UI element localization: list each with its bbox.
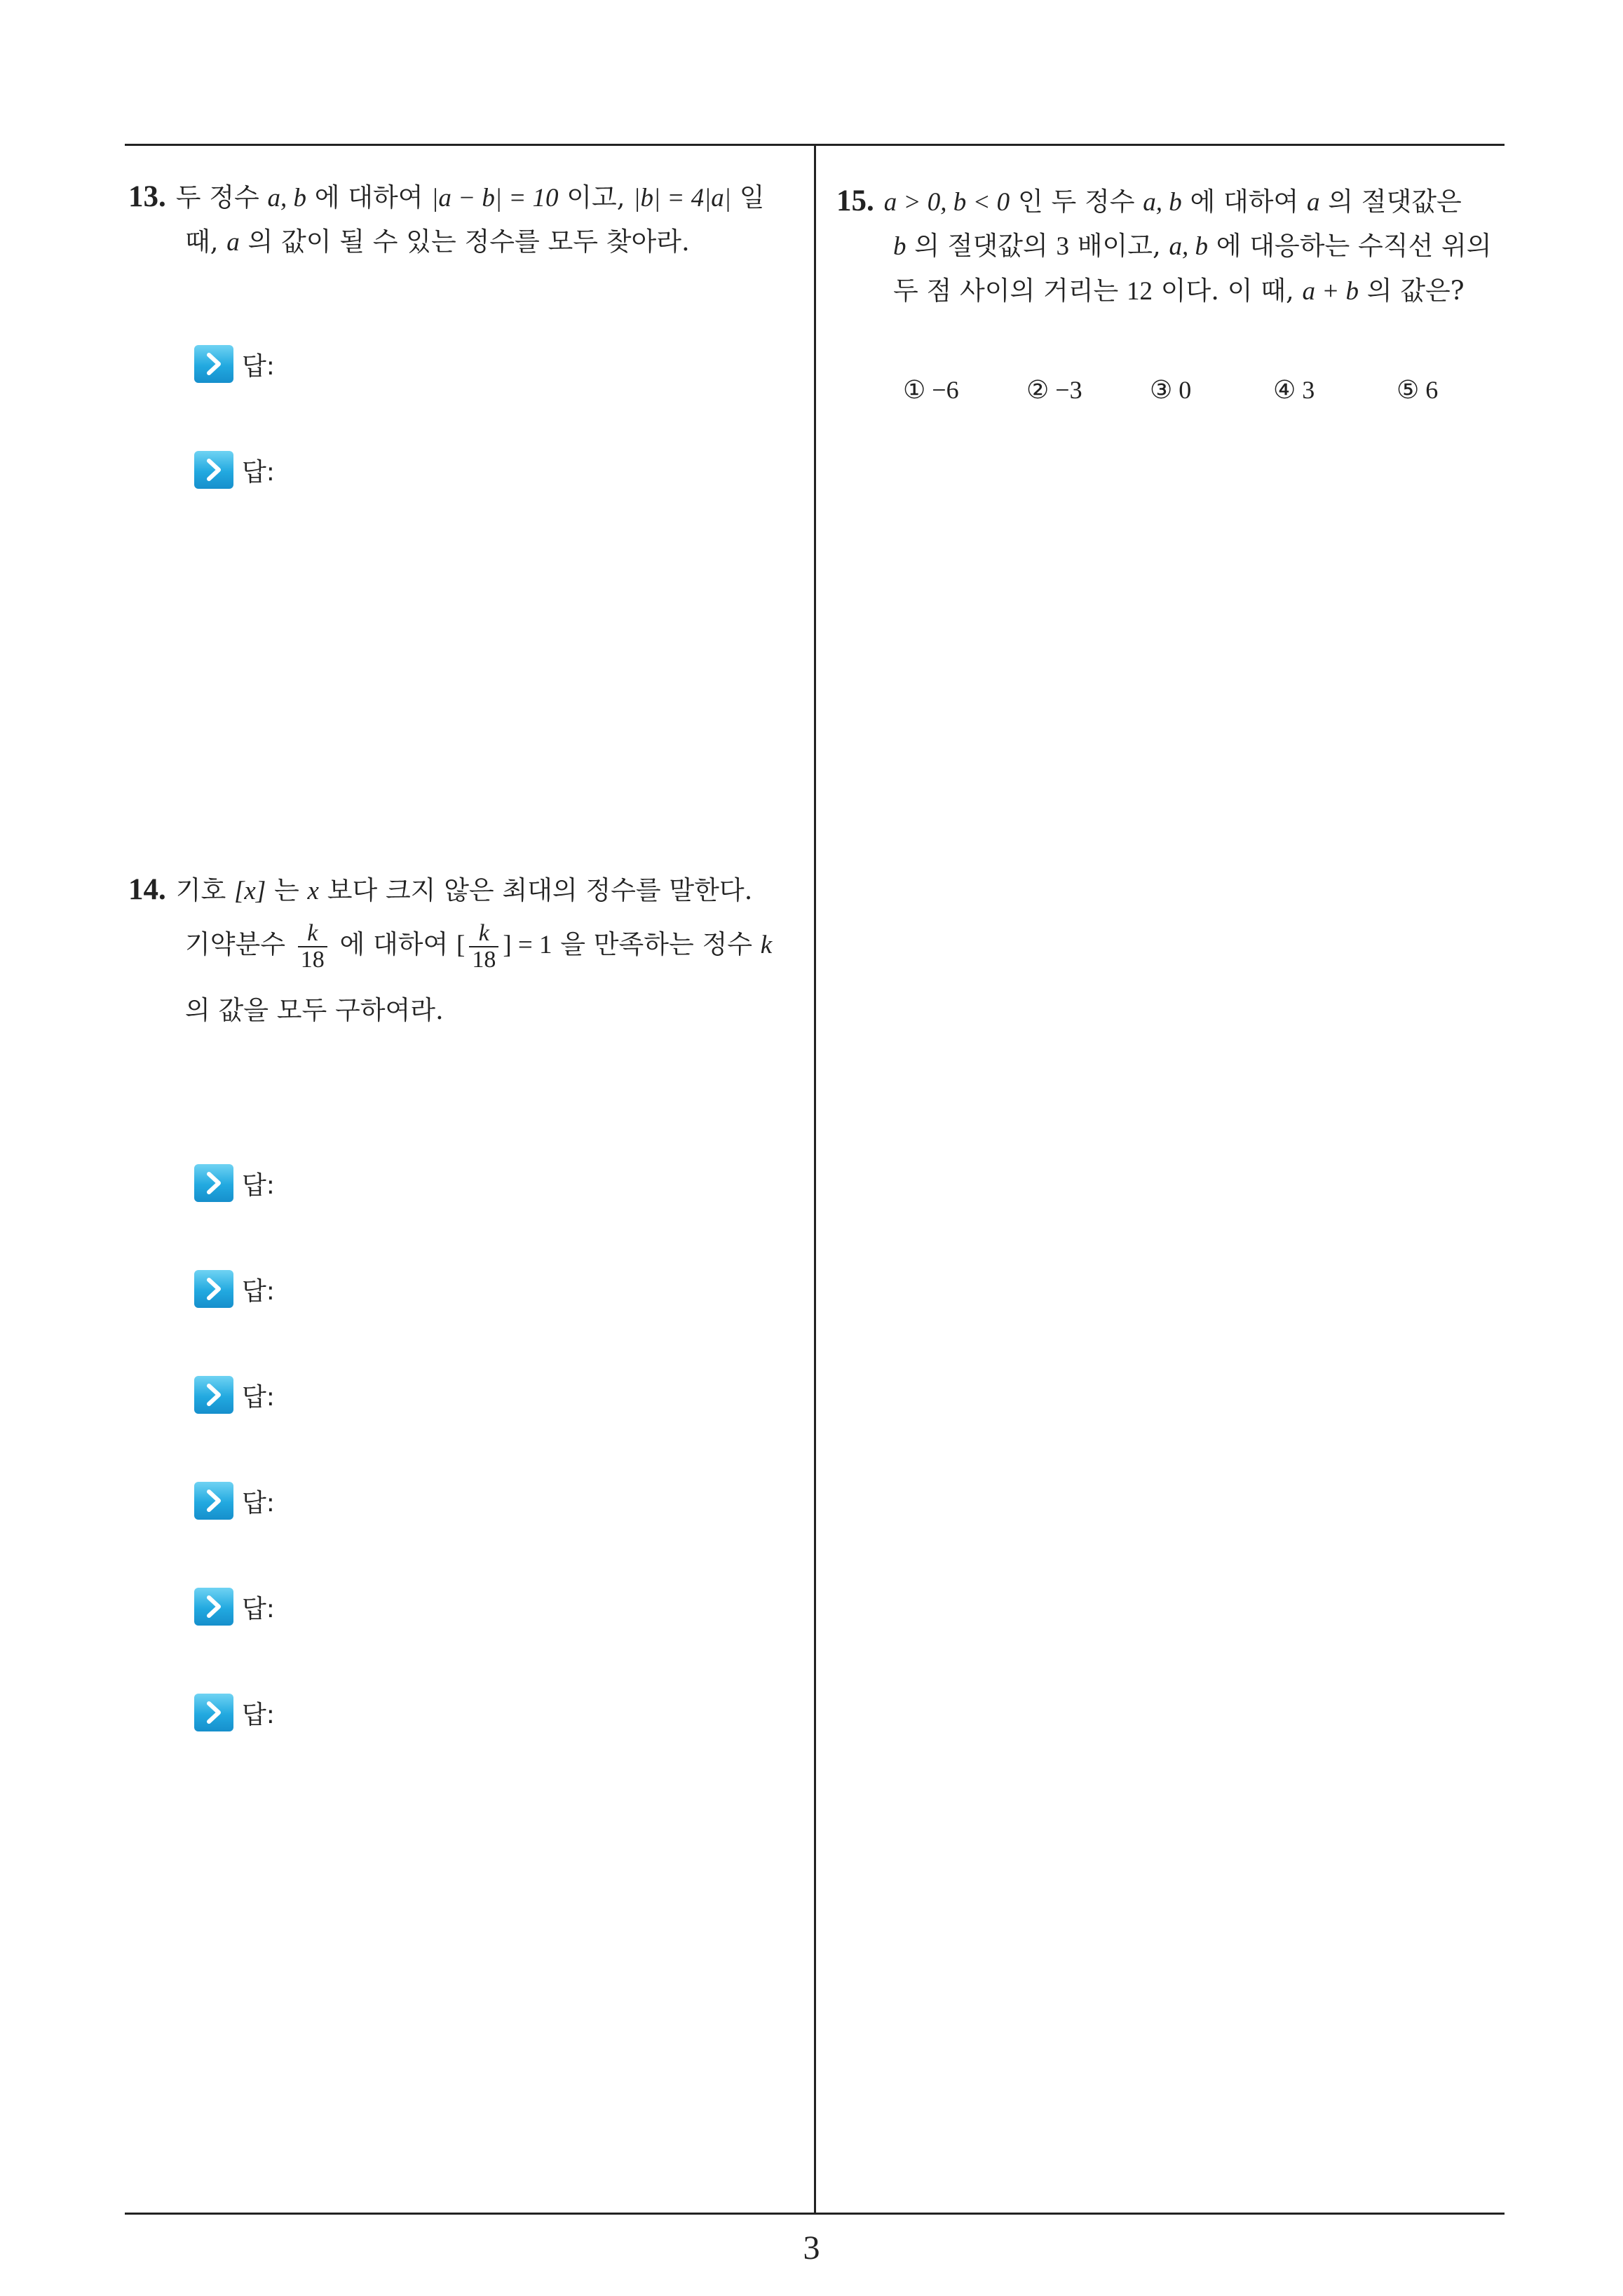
problem-14-number: 14. bbox=[128, 873, 166, 906]
chevron-right-icon bbox=[194, 1482, 233, 1520]
chevron-right-icon bbox=[194, 1588, 233, 1626]
problem-14-line-2: 기약분수 $\frac{k}{18}$ 에 대하여 [ $\frac{k}{18}$ ] = 1 을 만족하는 정수 k bbox=[185, 919, 773, 973]
chevron-right-icon bbox=[194, 1376, 233, 1414]
bottom-rule bbox=[125, 2213, 1505, 2215]
answer-row bbox=[194, 1482, 275, 1520]
chevron-right-icon bbox=[194, 1164, 233, 1202]
answer-label: 답: bbox=[242, 457, 275, 487]
answer-label: 답: bbox=[242, 1276, 275, 1306]
answer-label: 답: bbox=[242, 1170, 275, 1200]
answer-label: 답: bbox=[242, 1700, 275, 1729]
choice-3[interactable]: ③ 0 bbox=[1150, 376, 1192, 404]
problem-15-line-1: 15. a > 0, b < 0 인 두 정수 a, b 에 대하여 a 의 절댓값은 bbox=[836, 184, 1462, 217]
chevron-right-icon bbox=[194, 451, 233, 489]
problem-13-number: 13. bbox=[128, 180, 166, 213]
fraction-k-over-18: $\frac{k}{18}$ bbox=[298, 921, 327, 972]
choice-5[interactable]: ⑤ 6 bbox=[1397, 376, 1439, 404]
problem-15-line-3: 두 점 사이의 거리는 12 이다. 이 때, a + b 의 값은? bbox=[893, 276, 1465, 306]
choice-4[interactable]: ④ 3 bbox=[1273, 376, 1315, 404]
chevron-right-icon bbox=[194, 1694, 233, 1731]
chevron-right-icon bbox=[194, 1270, 233, 1308]
answer-label: 답: bbox=[242, 351, 275, 381]
answer-row bbox=[194, 1376, 275, 1414]
problem-15-line-2: b 의 절댓값의 3 배이고, a, b 에 대응하는 수직선 위의 bbox=[893, 231, 1492, 261]
choice-2[interactable]: ② −3 bbox=[1026, 376, 1082, 404]
fraction-k-over-18-bracket: $\frac{k}{18}$ bbox=[469, 921, 498, 972]
problem-13-line-1: 13. 두 정수 a, b 에 대하여 |a − b| = 10 이고, |b| = 4|a| 일 bbox=[128, 180, 765, 213]
page-number: 3 bbox=[803, 2229, 820, 2267]
answer-row bbox=[194, 1164, 275, 1202]
chevron-right-icon bbox=[194, 345, 233, 383]
problem-14-line-3: 의 값을 모두 구하여라. bbox=[185, 995, 444, 1025]
answer-label: 답: bbox=[242, 1488, 275, 1518]
column-divider bbox=[814, 144, 816, 2215]
answer-row bbox=[194, 1588, 275, 1626]
answer-label: 답: bbox=[242, 1594, 275, 1623]
answer-row bbox=[194, 1270, 275, 1308]
answer-row bbox=[194, 345, 275, 383]
answer-row bbox=[194, 451, 275, 489]
problem-15-number: 15. bbox=[836, 184, 874, 217]
choice-1[interactable]: ① −6 bbox=[903, 376, 959, 404]
answer-label: 답: bbox=[242, 1382, 275, 1412]
problem-13-line-2: 때, a 의 값이 될 수 있는 정수를 모두 찾아라. bbox=[185, 227, 690, 257]
problem-14-line-1: 14. 기호 [x] 는 x 보다 크지 않은 최대의 정수를 말한다. bbox=[128, 873, 753, 906]
answer-row bbox=[194, 1694, 275, 1731]
